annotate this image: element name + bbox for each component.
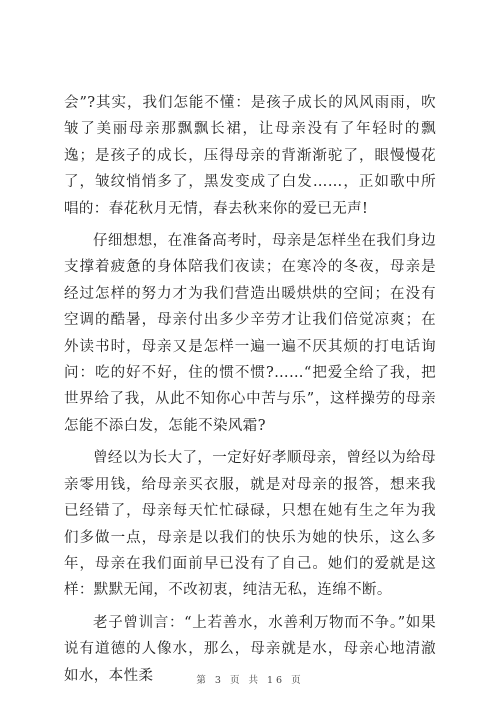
paragraph-2: 仔细想想，在准备高考时，母亲是怎样坐在我们身边支撑着疲惫的身体陪我们夜读；在寒冷的冬夜，母亲是经过怎样的努力才为我们营造出暖烘烘的空间；在没有空调的酷暑，母亲付出多少辛劳才让我们倍觉凉爽；在外读书时，母亲又是怎样一遍一遍不厌其烦的打电话询问：吃的好不好，住的惯不惯?……“把爱全给了我，把世界给了我，从此不知你心中苦与乐”，这样操劳的母亲怎能不添白发，怎能不染风霜? — [64, 233, 436, 434]
page-number-footer: 第 3 页 共 16 页 — [196, 675, 304, 686]
document-body — [64, 90, 436, 695]
paragraph-4: 老子曾训言：“上若善水，水善利万物而不争。”如果说有道德的人像水，那么，母亲就是水，母亲心地清澈如水，本性柔 — [64, 614, 436, 684]
paragraph-3: 曾经以为长大了，一定好好孝顺母亲，曾经以为给母亲零用钱，给母亲买衣服，就是对母亲的报答，想来我已经错了，母亲每天忙忙碌碌，只想在她有生之年为我们多做一点，母亲是以我们的快乐为她的快乐，这么多年，母亲在我们面前早已没有了自己。她们的爱就是这样：默默无闻，不改初衷，纯洁无私，连绵不断。 — [64, 450, 436, 599]
paragraph-1: 会”?其实，我们怎能不懂：是孩子成长的风风雨雨，吹皱了美丽母亲那飘飘长裙，让母亲没有了年轻时的飘逸；是孩子的成长，压得母亲的背渐渐驼了，眼慢慢花了，皱纹悄悄多了，黑发变成了白发……，正如歌中所唱的：春花秋月无情，春去秋来你的爱已无声! — [64, 95, 436, 217]
